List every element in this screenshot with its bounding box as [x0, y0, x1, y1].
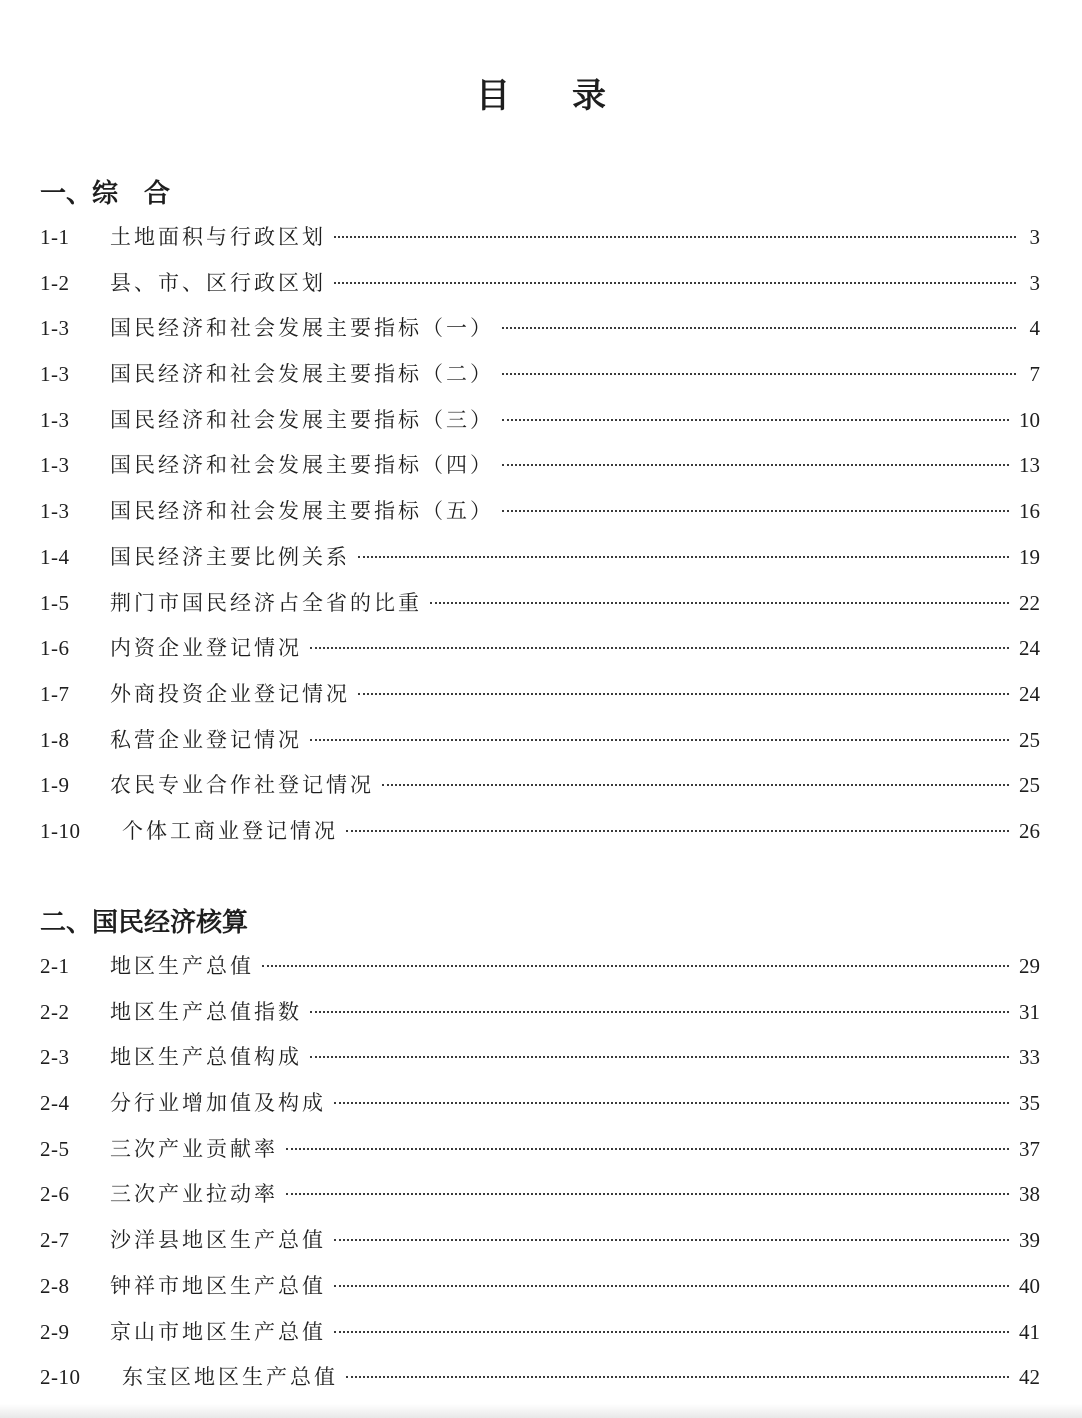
toc-entry-number: 2-2	[40, 999, 70, 1024]
dot-leader	[430, 602, 1009, 604]
dot-leader	[262, 965, 1009, 967]
toc-entry-page-number: 31	[1019, 999, 1040, 1024]
toc-entry[interactable]	[40, 215, 1040, 261]
dot-leader	[502, 373, 1016, 375]
toc-entry-number: 2-7	[40, 1228, 70, 1253]
toc-entry-page-number: 29	[1019, 954, 1040, 978]
toc-entry-page-number: 7	[1029, 362, 1040, 387]
toc-entry-page-number: 4	[1029, 316, 1040, 341]
toc-entry-title: 土地面积与行政区划	[110, 225, 326, 249]
toc-entry[interactable]	[40, 352, 1040, 398]
toc-entry[interactable]	[40, 672, 1040, 718]
toc-entry-number: 1-3	[40, 407, 70, 432]
toc-entry-number: 2-3	[40, 1045, 70, 1070]
toc-entry-page-number: 13	[1019, 453, 1040, 478]
toc-entry-title: 钟祥市地区生产总值	[110, 1273, 326, 1298]
toc-entry-title: 三次产业贡献率	[110, 1136, 278, 1161]
toc-entry-page-number: 42	[1019, 1365, 1040, 1390]
dot-leader	[310, 647, 1009, 649]
toc-entry[interactable]	[40, 398, 1040, 444]
toc-entry-number: 1-2	[40, 270, 70, 295]
toc-entry-page-number: 41	[1019, 1319, 1040, 1344]
toc-entry[interactable]	[40, 535, 1040, 581]
toc-entry[interactable]	[40, 1127, 1040, 1173]
toc-entry-number: 1-6	[40, 636, 70, 661]
toc-entry[interactable]	[40, 1310, 1040, 1356]
toc-entry[interactable]	[40, 763, 1040, 809]
toc-entry[interactable]	[40, 1355, 1040, 1401]
dot-leader	[358, 693, 1009, 695]
toc-entry-number: 1-7	[40, 681, 70, 706]
toc-entry-title: 农民专业合作社登记情况	[110, 773, 374, 798]
dot-leader	[382, 784, 1009, 786]
toc-entry-title: 国民经济主要比例关系	[110, 544, 350, 569]
toc-entry-page-number: 22	[1019, 590, 1040, 615]
section-heading-1: 一、综 合	[40, 179, 171, 209]
toc-entry-page-number: 16	[1019, 499, 1040, 524]
dot-leader	[346, 830, 1009, 832]
toc-entry-title: 国民经济和社会发展主要指标（一）	[110, 316, 494, 341]
dot-leader	[286, 1193, 1009, 1195]
toc-entry-page-number: 19	[1019, 544, 1040, 569]
toc-entry[interactable]	[40, 1035, 1040, 1081]
toc-entry-page-number: 35	[1019, 1091, 1040, 1116]
toc-entry-number: 1-9	[40, 773, 70, 798]
toc-entry-title: 国民经济和社会发展主要指标（三）	[110, 407, 494, 432]
dot-leader	[286, 1148, 1009, 1150]
toc-entry-page-number: 39	[1019, 1228, 1040, 1253]
toc-entry-page-number: 40	[1019, 1273, 1040, 1298]
toc-entry-number: 2-10	[40, 1365, 81, 1390]
dot-leader	[334, 1331, 1009, 1333]
toc-entry-title: 京山市地区生产总值	[110, 1319, 326, 1344]
toc-entry-page-number: 3	[1029, 270, 1040, 295]
toc-entry-title: 地区生产总值指数	[110, 999, 302, 1024]
toc-entry-number: 1-3	[40, 362, 70, 387]
toc-entry-number: 2-8	[40, 1273, 70, 1298]
toc-entry-title: 国民经济和社会发展主要指标（五）	[110, 499, 494, 524]
toc-entry-page-number: 24	[1019, 681, 1040, 706]
section-heading-2: 二、国民经济核算	[40, 908, 249, 938]
toc-entry[interactable]	[40, 809, 1040, 855]
toc-entry-number: 2-4	[40, 1091, 70, 1116]
dot-leader	[334, 282, 1016, 284]
toc-entry[interactable]	[40, 990, 1040, 1036]
toc-entry[interactable]	[40, 306, 1040, 352]
toc-entry[interactable]	[40, 581, 1040, 627]
toc-entry-title: 外商投资企业登记情况	[110, 681, 350, 706]
toc-entry[interactable]	[40, 944, 1040, 990]
toc-entry-number: 2-6	[40, 1182, 70, 1207]
toc-entry-title: 县、市、区行政区划	[110, 270, 326, 295]
dot-leader	[334, 1239, 1009, 1241]
toc-entry[interactable]	[40, 443, 1040, 489]
toc-entry-page-number: 3	[1029, 225, 1040, 249]
toc-entry[interactable]	[40, 489, 1040, 535]
toc-entry-page-number: 25	[1019, 773, 1040, 798]
dot-leader	[310, 1056, 1009, 1058]
toc-entry-page-number: 26	[1019, 818, 1040, 843]
dot-leader	[502, 464, 1009, 466]
toc-entry[interactable]	[40, 261, 1040, 307]
toc-entry-page-number: 25	[1019, 727, 1040, 752]
toc-entry-number: 1-3	[40, 453, 70, 478]
dot-leader	[310, 1011, 1009, 1013]
toc-entry-number: 1-5	[40, 590, 70, 615]
toc-entry-title: 地区生产总值构成	[110, 1045, 302, 1070]
toc-entry-page-number: 24	[1019, 636, 1040, 661]
toc-entry[interactable]	[40, 1264, 1040, 1310]
toc-entry-title: 国民经济和社会发展主要指标（四）	[110, 453, 494, 478]
dot-leader	[502, 327, 1016, 329]
toc-entry-number: 2-9	[40, 1319, 70, 1344]
dot-leader	[334, 236, 1016, 238]
toc-entry-title: 分行业增加值及构成	[110, 1091, 326, 1116]
toc-entry-title: 个体工商业登记情况	[122, 818, 338, 843]
toc-entry[interactable]	[40, 1218, 1040, 1264]
dot-leader	[358, 556, 1009, 558]
toc-entry[interactable]	[40, 718, 1040, 764]
toc-entry-title: 地区生产总值	[110, 954, 254, 978]
toc-entry-number: 1-4	[40, 544, 70, 569]
dot-leader	[310, 739, 1009, 741]
toc-entry-title: 内资企业登记情况	[110, 636, 302, 661]
dot-leader	[334, 1285, 1009, 1287]
toc-entry-number: 2-5	[40, 1136, 70, 1161]
toc-entry-number: 1-10	[40, 818, 81, 843]
page-title: 目录	[476, 76, 668, 116]
section-2-entries	[40, 944, 1040, 1401]
toc-entry[interactable]	[40, 626, 1040, 672]
toc-entry-page-number: 37	[1019, 1136, 1040, 1161]
toc-entry-title: 私营企业登记情况	[110, 727, 302, 752]
toc-entry-number: 1-8	[40, 727, 70, 752]
toc-entry-title: 荆门市国民经济占全省的比重	[110, 590, 422, 615]
dot-leader	[334, 1102, 1009, 1104]
toc-entry-page-number: 33	[1019, 1045, 1040, 1070]
toc-entry-number: 1-3	[40, 316, 70, 341]
dot-leader	[502, 510, 1009, 512]
toc-entry-number: 1-1	[40, 225, 70, 249]
toc-entry-title: 东宝区地区生产总值	[122, 1365, 338, 1390]
toc-entry-title: 沙洋县地区生产总值	[110, 1228, 326, 1253]
toc-entry-page-number: 38	[1019, 1182, 1040, 1207]
toc-entry-title: 国民经济和社会发展主要指标（二）	[110, 362, 494, 387]
toc-entry[interactable]	[40, 1172, 1040, 1218]
page-edge-shadow	[0, 1404, 1082, 1418]
toc-entry-number: 1-3	[40, 499, 70, 524]
toc-entry-title: 三次产业拉动率	[110, 1182, 278, 1207]
toc-entry-number: 2-1	[40, 954, 70, 978]
section-1-entries	[40, 215, 1040, 855]
dot-leader	[502, 419, 1009, 421]
dot-leader	[346, 1376, 1009, 1378]
toc-entry-page-number: 10	[1019, 407, 1040, 432]
toc-entry[interactable]	[40, 1081, 1040, 1127]
